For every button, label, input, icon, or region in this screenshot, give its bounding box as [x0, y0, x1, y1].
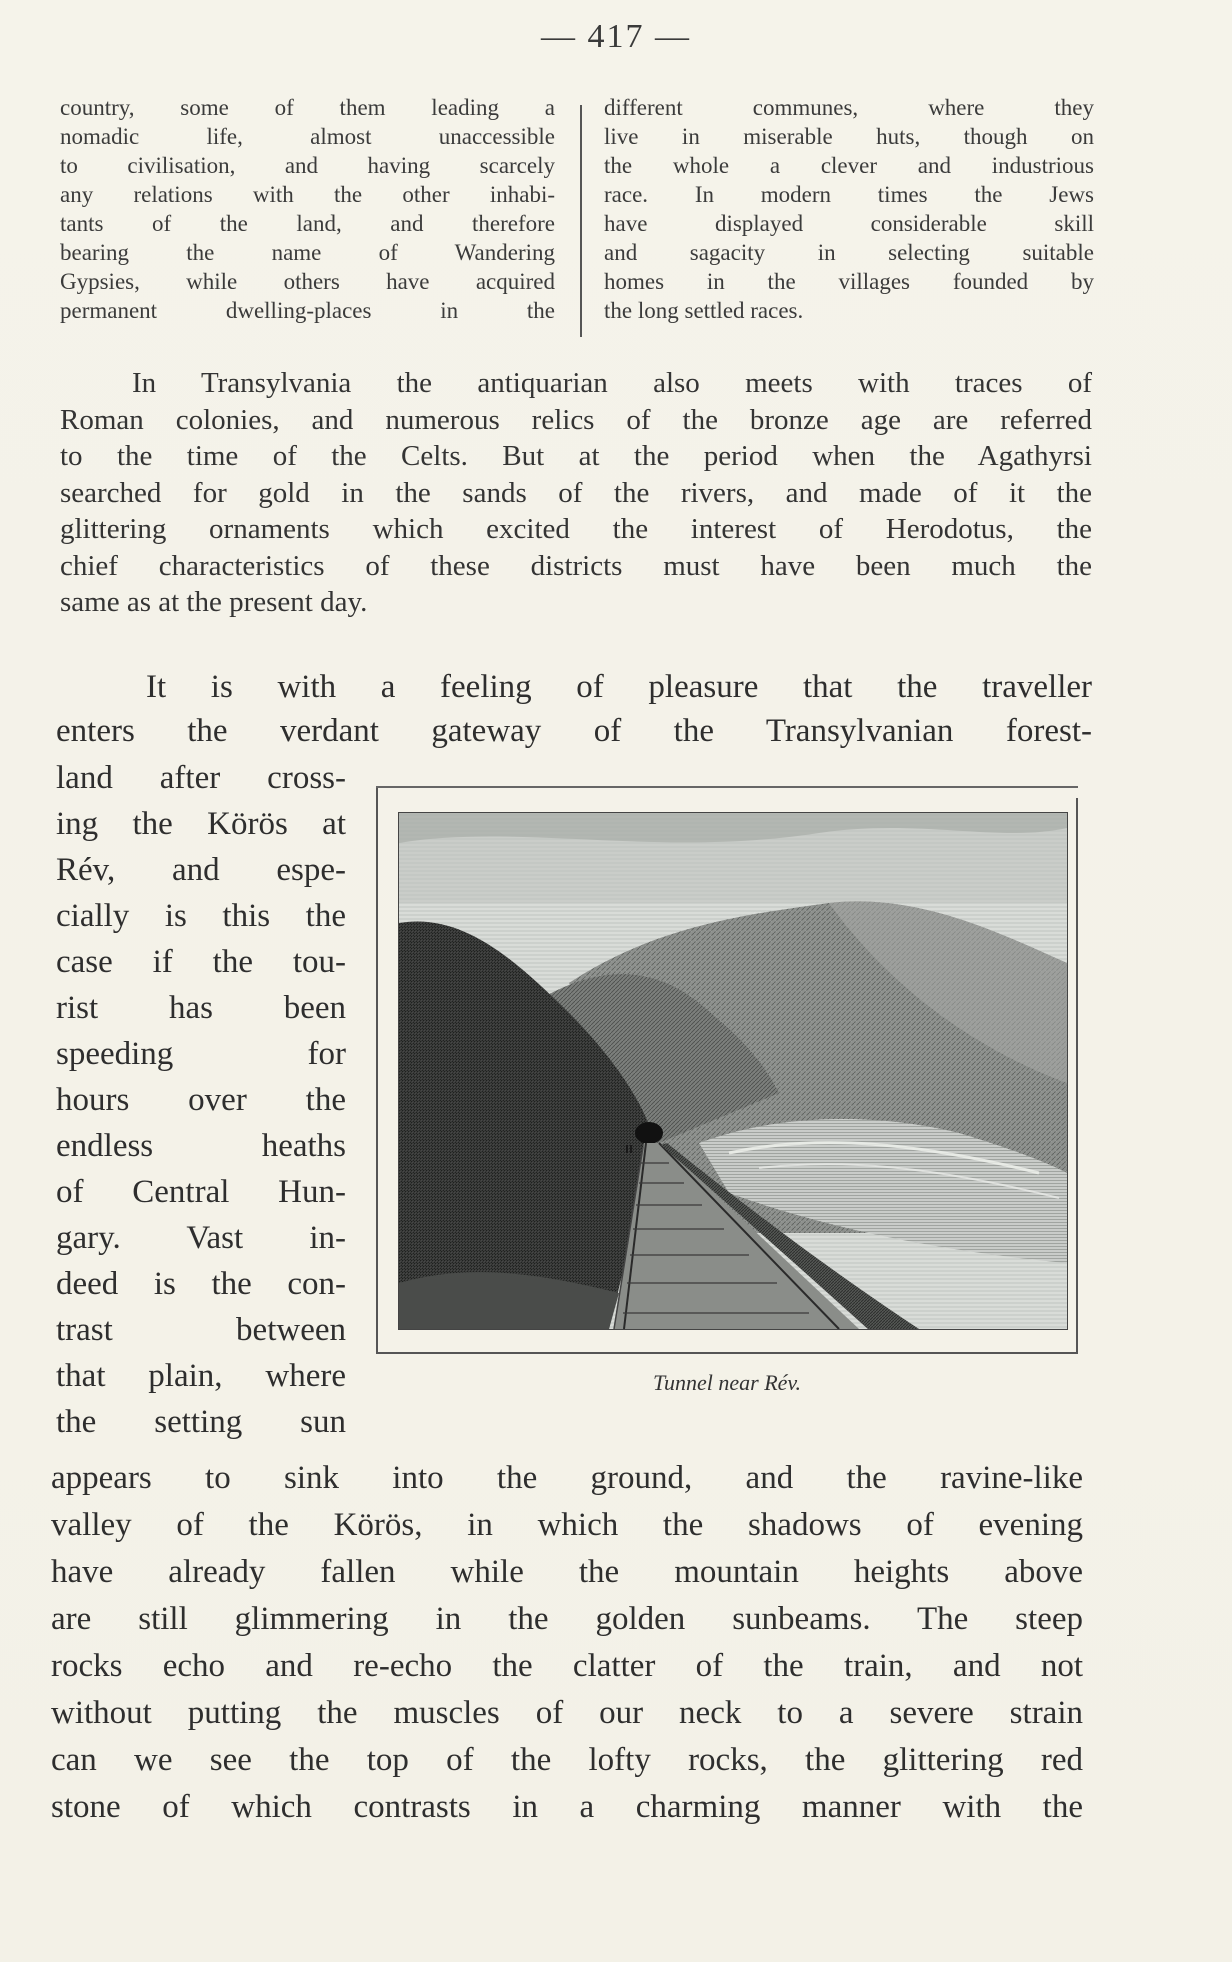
text-line: appears to sink into the ground, and the ravine-like — [51, 1460, 1083, 1496]
text-line: permanent dwelling-places in the — [60, 298, 555, 323]
text-line: race. In modern times the Jews — [604, 182, 1094, 207]
text-line: tants of the land, and therefore — [60, 211, 555, 236]
text-line: country, some of them leading a — [60, 95, 555, 120]
text-line: can we see the top of the lofty rocks, the glittering red — [51, 1742, 1083, 1778]
text-line: deed is the con- — [56, 1266, 346, 1302]
text-line: ing the Körös at — [56, 806, 346, 842]
text-line: have already fallen while the mountain heights above — [51, 1554, 1083, 1590]
text-line: the setting sun — [56, 1404, 346, 1440]
text-line: It is with a feeling of pleasure that the traveller — [146, 669, 1092, 705]
text-line: land after cross- — [56, 760, 346, 796]
text-line: speeding for — [56, 1036, 346, 1072]
paragraph-traveller-intro — [56, 665, 1092, 753]
text-line: Rév, and espe- — [56, 852, 346, 888]
text-line: any relations with the other inhabi- — [60, 182, 555, 207]
text-line: rist has been — [56, 990, 346, 1026]
text-line: Roman colonies, and numerous relics of the bronze age are referred — [60, 403, 1092, 436]
text-line: In Transylvania the antiquarian also meets with traces of — [132, 367, 1092, 399]
text-line: bearing the name of Wandering — [60, 240, 555, 265]
figure-caption: Tunnel near Rév. — [652, 1370, 802, 1395]
text-line: different communes, where they — [604, 95, 1094, 120]
text-line: Gypsies, while others have acquired — [60, 269, 555, 294]
text-line: searched for gold in the sands of the rivers, and made of it the — [60, 476, 1092, 509]
text-line: are still glimmering in the golden sunbeams. The steep — [51, 1601, 1083, 1637]
paragraph-traveller-wrap — [56, 755, 346, 1445]
text-line: hours over the — [56, 1082, 346, 1118]
text-line: the whole a clever and industrious — [604, 153, 1094, 178]
text-line: homes in the villages founded by — [604, 269, 1094, 294]
paragraph-antiquarian — [60, 365, 1092, 621]
text-line: have displayed considerable skill — [604, 211, 1094, 236]
text-line: endless heaths — [56, 1128, 346, 1164]
text-line: without putting the muscles of our neck to a severe strain — [51, 1695, 1083, 1731]
text-line: and sagacity in selecting suitable — [604, 240, 1094, 265]
text-line: case if the tou- — [56, 944, 346, 980]
paragraph-traveller-continued — [51, 1455, 1083, 1831]
text-line: enters the verdant gateway of the Transylvanian forest- — [56, 713, 1092, 749]
text-line: same as at the present day. — [60, 586, 368, 618]
text-line: valley of the Körös, in which the shadows of evening — [51, 1507, 1083, 1543]
text-line: to civilisation, and having scarcely — [60, 153, 555, 178]
column-divider — [580, 105, 582, 337]
text-line: the long settled races. — [604, 298, 804, 323]
text-line: trast between — [56, 1312, 346, 1348]
text-line: to the time of the Celts. But at the period when the Agathyrsi — [60, 440, 1092, 472]
text-line: stone of which contrasts in a charming manner with the — [51, 1789, 1083, 1825]
page-number: — 417 — — [541, 18, 691, 55]
text-line: live in miserable huts, though on — [604, 124, 1094, 149]
left-column — [60, 93, 555, 325]
text-line: rocks echo and re-echo the clatter of the train, and not — [51, 1648, 1083, 1684]
frame-rule — [376, 1352, 1078, 1354]
frame-rule — [376, 788, 378, 1352]
tunnel-engraving — [398, 812, 1068, 1330]
text-line: of Central Hun- — [56, 1174, 346, 1210]
frame-rule — [1076, 798, 1078, 1354]
text-line: chief characteristics of these districts must have been much the — [60, 549, 1092, 582]
text-line: cially is this the — [56, 898, 346, 934]
right-column — [604, 93, 1094, 325]
text-line: nomadic life, almost unaccessible — [60, 124, 555, 149]
text-line: glittering ornaments which excited the interest of Herodotus, the — [60, 513, 1092, 545]
text-line: that plain, where — [56, 1358, 346, 1394]
text-line: gary. Vast in- — [56, 1220, 346, 1256]
